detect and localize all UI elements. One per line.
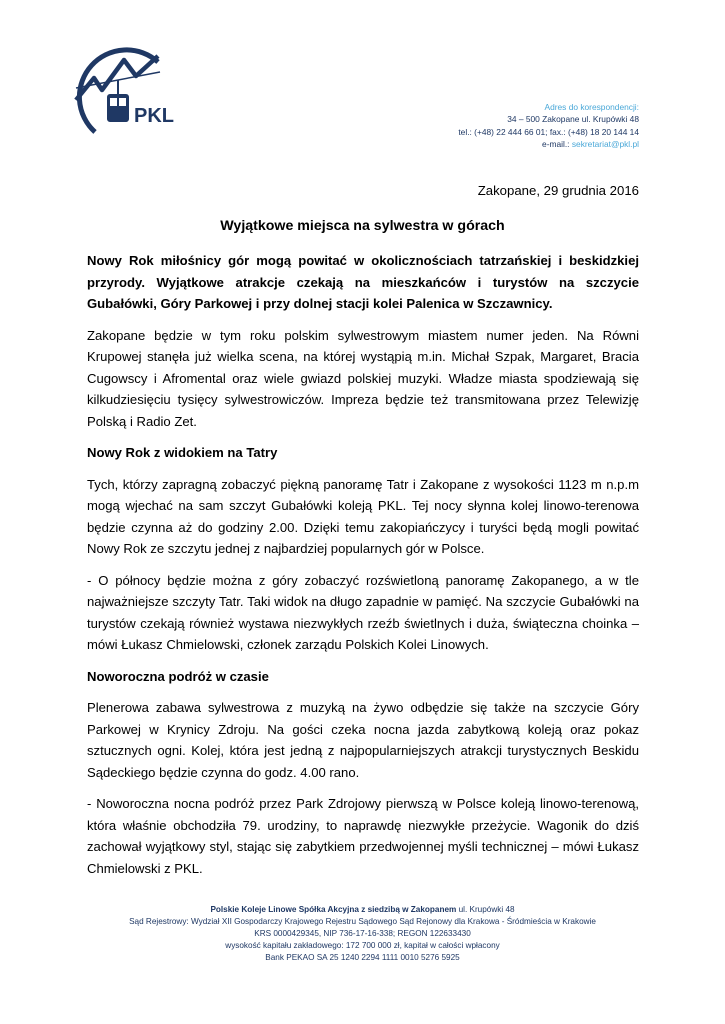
logo-text: PKL (134, 105, 174, 127)
article-body (87, 250, 639, 889)
footer-court: Sąd Rejestrowy: Wydział XII Gospodarczy Krajowego Rejestru Sądowego Sąd Rejonowy dla Krakowa - Śródmieścia w Krakowie (129, 917, 596, 926)
press-release-title: Wyjątkowe miejsca na sylwestra w górach (220, 218, 505, 234)
heading-1: Nowy Rok z widokiem na Tatry (87, 445, 278, 460)
paragraph-1: Zakopane będzie w tym roku polskim sylwestrowym miastem numer jeden. Na Równi Krupowej stanęła już wielka scena, na której wystąpią m.in. Michał Szpak, Margaret, Bracia Cugowscy i Afromental oraz wiele gwiazd polskiej muzyki. Władze miasta spodziewają się kilkudziesięciu tysięcy sylwestrowiczów. Impreza będzie też transmitowana przez Telewizję Polską i Radio Zet. (87, 327, 639, 429)
footer-capital: wysokość kapitału zakładowego: 172 700 000 zł, kapitał w całości wpłacony (225, 941, 500, 950)
footer-company: Polskie Koleje Linowe Spółka Akcyjna z siedzibą w Zakopanem (210, 905, 457, 914)
footer-company-line (0, 904, 725, 916)
letter-date: Zakopane, 29 grudnia 2016 (477, 183, 639, 198)
email-link[interactable]: sekretariat@pkl.pl (571, 138, 639, 149)
footer-bank: Bank PEKAO SA 25 1240 2294 1111 0010 5276 5925 (265, 953, 460, 962)
correspondence-address (458, 101, 639, 150)
footer-ids: KRS 0000429345, NIP 736-17-16-338; REGON 122633430 (254, 929, 471, 938)
paragraph-5: - Noworoczna nocna podróż przez Park Zdrojowy pierwszą w Polsce koleją linowo-terenową, która właśnie obchodziła 79. urodziny, to naprawdę niezwykłe przeżycie. Wagonik do dziś zachował wyjątkowy styl, stając się zabytkiem przedwojennej myśli technicznej – mówi Łukasz Chmielowski z PKL. (87, 796, 639, 876)
heading-2: Noworoczna podróż w czasie (87, 668, 269, 684)
paragraph-3: - O północy będzie można z góry zobaczyć rozświetloną panoramę Zakopanego, a w tle najważniejsze szczyty Tatr. Taki widok na długo zapadnie w pamięć. Na szczycie Gubałówki na turystów czekają również wystawa niezwykłych rzeźb świetlnych i duża, świąteczna choinka – mówi Łukasz Chmielowski, członek zarządu Polskich Kolei Linowych. (87, 572, 639, 652)
contact-phones: tel.: (+48) 22 444 66 01; fax.: (+48) 18 20 144 14 (458, 126, 639, 137)
company-footer (0, 904, 725, 964)
lead-paragraph: Nowy Rok miłośnicy gór mogą powitać w okolicznościach tatrzańskiej i beskidzkiej przyrody. Wyjątkowe atrakcje czekają na mieszkańców i turystów na szczycie Gubałówki, Góry Parkowej i przy dolnej stacji kolei Palenica w Szczawnicy. (87, 253, 639, 311)
paragraph-2: Tych, którzy zapragną zobaczyć piękną panoramę Tatr i Zakopane z wysokości 1123 m n.p.m mogą wjechać na sam szczyt Gubałówki koleją PKL. Tej nocy słynna kolej linowo-terenowa będzie czynna aż do godziny 2.00. Dzięki temu zakopiańczycy i turyści będą mogli powitać Nowy Rok ze szczytu jednej z najbardziej popularnych gór w Polsce. (87, 476, 639, 556)
pkl-logo (62, 40, 178, 140)
paragraph-4: Plenerowa zabawa sylwestrowa z muzyką na żywo odbędzie się także na szczycie Góry Parkowej w Krynicy Zdroju. Na gości czeka nocna jazda zabytkową koleją oraz pokaz sztucznych ogni. Kolej, która jest jedną z najpopularniejszych atrakcji turystycznych Beskidu Sądeckiego będzie czynna do godz. 4.00 rano. (87, 700, 639, 780)
footer-company-address: ul. Krupówki 48 (456, 905, 515, 914)
contact-email-line (458, 138, 639, 150)
contact-address: 34 – 500 Zakopane ul. Krupówki 48 (507, 114, 639, 125)
email-prefix: e-mail.: (542, 138, 572, 149)
contact-label: Adres do korespondencji: (544, 102, 639, 112)
